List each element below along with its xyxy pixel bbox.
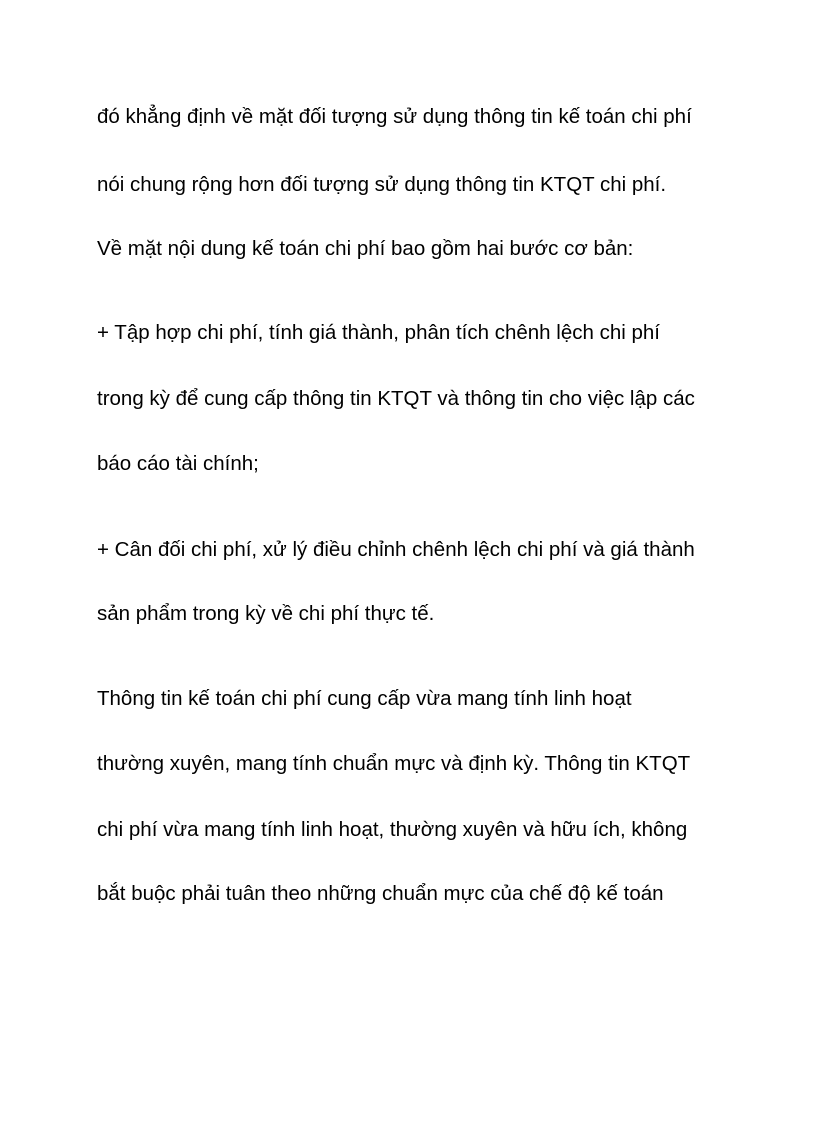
text-line: trong kỳ để cung cấp thông tin KTQT và thông tin cho việc lập các bbox=[97, 387, 695, 410]
text-line: báo cáo tài chính; bbox=[97, 452, 259, 475]
text-line: thường xuyên, mang tính chuẩn mực và định kỳ. Thông tin KTQT bbox=[97, 752, 691, 775]
text-line: Về mặt nội dung kế toán chi phí bao gồm hai bước cơ bản: bbox=[97, 237, 634, 260]
text-line: + Tập hợp chi phí, tính giá thành, phân tích chênh lệch chi phí bbox=[97, 321, 660, 344]
text-line: đó khẳng định về mặt đối tượng sử dụng thông tin kế toán chi phí bbox=[97, 105, 692, 128]
text-line: chi phí vừa mang tính linh hoạt, thường xuyên và hữu ích, không bbox=[97, 818, 688, 841]
text-line: bắt buộc phải tuân theo những chuẩn mực của chế độ kế toán bbox=[97, 882, 664, 905]
text-line: + Cân đối chi phí, xử lý điều chỉnh chênh lệch chi phí và giá thành bbox=[97, 538, 695, 561]
text-line: sản phẩm trong kỳ về chi phí thực tế. bbox=[97, 602, 435, 625]
text-line: nói chung rộng hơn đối tượng sử dụng thông tin KTQT chi phí. bbox=[97, 173, 667, 196]
text-line: Thông tin kế toán chi phí cung cấp vừa mang tính linh hoạt bbox=[97, 687, 632, 710]
